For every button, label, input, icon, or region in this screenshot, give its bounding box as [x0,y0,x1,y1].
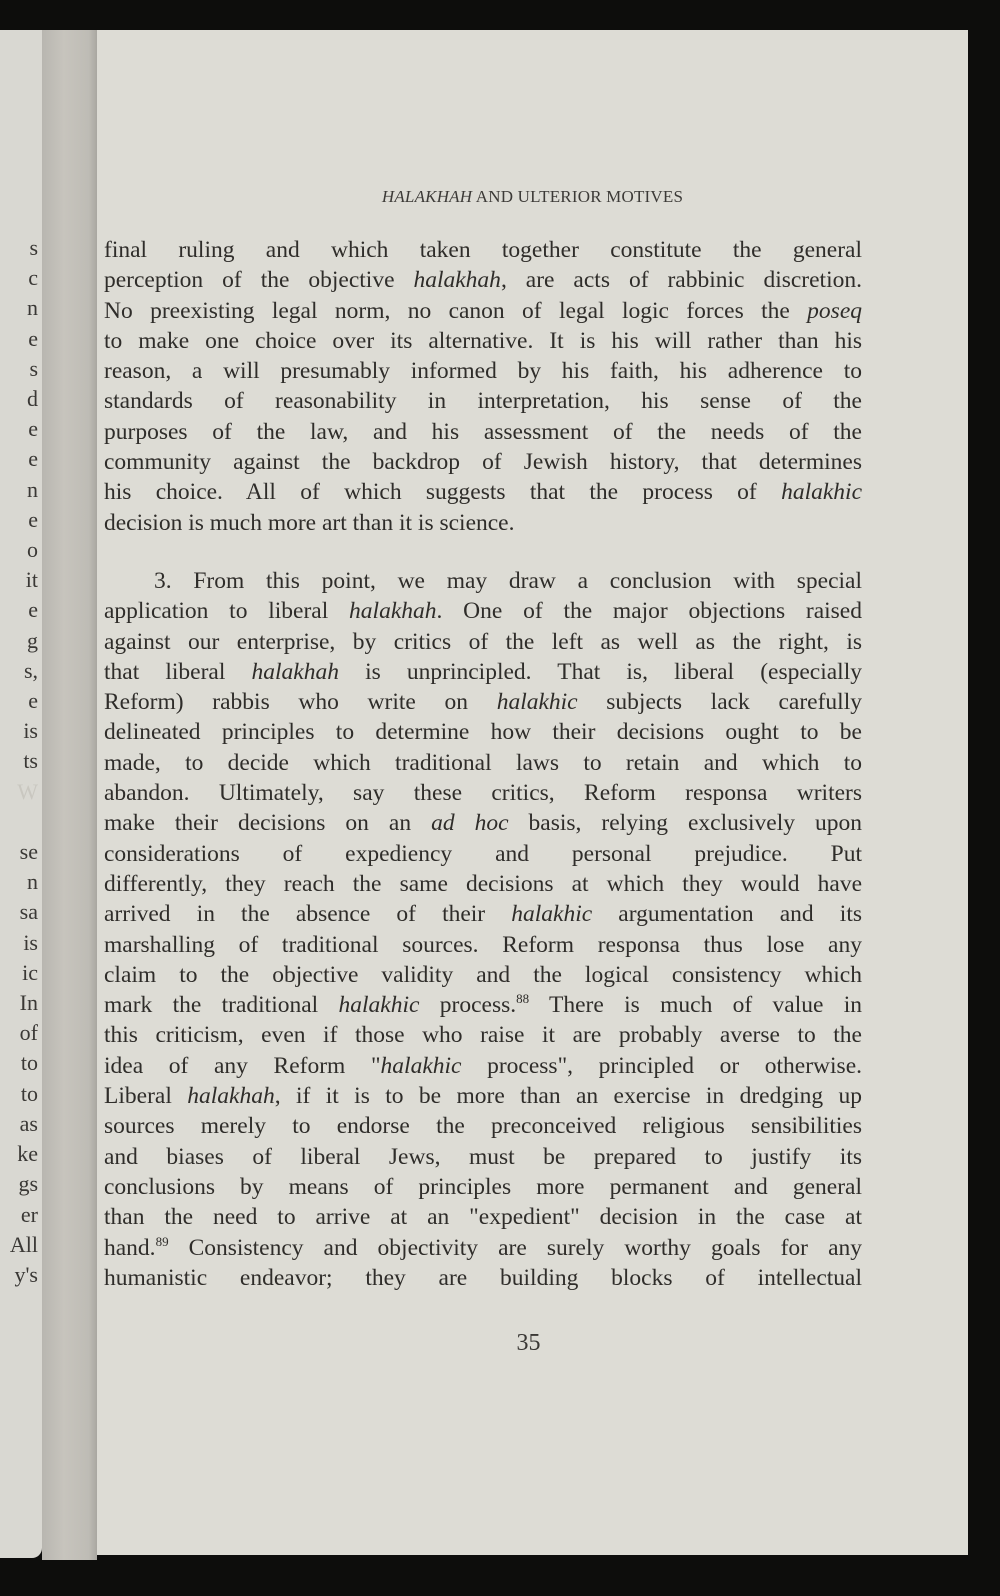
previous-page-line-fragment: se [19,839,38,865]
text-line [104,356,862,386]
text-line [104,899,862,929]
text-run: argumentation and its [592,901,862,928]
text-line [104,1051,862,1081]
text-line [104,596,862,626]
text-line [104,265,862,295]
page-number [97,1330,968,1357]
text-run: than the need to arrive at an "expedient" decision in the case at [104,1204,862,1231]
book-page [97,30,968,1555]
text-line [104,869,862,899]
running-head-italic: HALAKHAH [381,187,473,206]
italic-term: halakhah [413,267,501,294]
text-run: his choice. All of which suggests that the process of [104,479,782,506]
italic-term: halakhic [496,689,578,716]
text-line [104,386,862,416]
text-line [104,657,862,687]
italic-term: halakhic [380,1052,462,1079]
text-run: process. [419,992,517,1019]
text-run: process", principled or otherwise. [461,1052,863,1079]
text-run: community against the backdrop of Jewish history, that determines [104,449,862,476]
previous-page-line-fragment: ic [22,959,38,985]
footnote-reference[interactable]: 89 [155,1233,169,1249]
previous-page-line-fragment: d [27,386,38,412]
previous-page-line-fragment: e [28,688,38,714]
text-run: final ruling and which taken together constitute the general [104,237,862,263]
text-line [104,808,862,838]
previous-page-line-fragment: n [27,869,38,895]
previous-page-line-fragment: sa [19,899,38,925]
text-run: Consistency and objectivity are surely worthy goals for any [168,1234,862,1261]
text-run: 3. From this point, we may draw a conclusion with special [154,567,862,594]
previous-page-line-fragment: to [20,1050,38,1076]
text-line [104,1172,862,1202]
previous-page-line-fragment: ke [17,1141,38,1167]
text-run: and biases of liberal Jews, must be prepared to justify its [104,1143,862,1170]
previous-page-line-fragment: e [28,597,38,623]
text-line [104,960,862,990]
text-line [104,417,862,447]
previous-page-line-fragment: gs [18,1171,38,1197]
previous-page-line-fragment: er [20,1201,38,1227]
text-run: is unprincipled. That is, liberal (especially [338,658,862,685]
text-run: delineated principles to determine how their decisions ought to be [104,719,862,746]
text-run: idea of any Reform " [104,1052,381,1079]
footnote-reference[interactable]: 88 [516,991,530,1007]
text-line [104,447,862,477]
italic-term: halakhic [511,901,593,928]
book-gutter-shadow [42,30,97,1560]
text-run: mark the traditional [104,992,339,1019]
text-run: Liberal [104,1083,188,1110]
text-run: reason, a will presumably informed by his faith, his adherence to [104,358,862,385]
text-run: basis, relying exclusively upon [508,810,862,837]
text-line [104,1111,862,1141]
body-text [104,235,862,1293]
previous-page-line-fragment: s [29,235,38,260]
italic-term: halakhic [781,479,862,506]
text-run: No preexisting legal norm, no canon of legal logic forces the [104,297,808,324]
previous-page-line-fragment: of [19,1020,38,1046]
text-line [104,778,862,808]
previous-page-line-fragment: o [27,537,38,563]
paragraph [104,566,862,1293]
text-line [104,1081,862,1111]
previous-page-line-fragment: In [19,990,38,1016]
text-run: against our enterprise, by critics of the left as well as the right, is [104,628,862,655]
text-run: perception of the objective [104,267,414,294]
italic-term: poseq [807,297,862,324]
previous-page-line-fragment: W [17,778,38,804]
previous-page-line-fragment [10,807,38,837]
previous-page-line-fragment: ts [23,748,38,774]
text-line [104,326,862,356]
text-run: application to liberal [104,598,350,625]
text-run: Reform) rabbis who write on [104,689,497,716]
italic-term: halakhah [349,598,437,625]
previous-page-line-fragment: y's [14,1261,38,1287]
text-line [104,839,862,869]
text-line [104,930,862,960]
text-line [104,1263,862,1293]
previous-page-edge [0,30,42,1558]
text-run: , if it is to be more than an exercise in dredging up [274,1083,862,1110]
text-run: arrived in the absence of their [104,901,512,928]
previous-page-line-fragment: c [28,265,38,291]
text-run: made, to decide which traditional laws to retain and which to [104,749,862,776]
italic-term: ad hoc [431,810,509,837]
text-line [104,296,862,326]
text-run: this criticism, even if those who raise it are probably averse to the [104,1022,862,1049]
text-line [104,717,862,747]
text-run: sources merely to endorse the preconceived religious sensibilities [104,1113,862,1140]
previous-page-line-fragment: s, [23,657,38,683]
text-run: make their decisions on an [104,810,432,837]
paragraph [104,235,862,538]
previous-page-line-fragment: to [20,1080,38,1106]
italic-term: halakhah [251,658,339,685]
running-head-rest: AND ULTERIOR MOTIVES [472,187,684,206]
previous-page-line-fragment: g [27,627,38,653]
text-line [104,990,862,1020]
text-run: decision is much more art than it is science. [104,509,515,536]
text-run: humanistic endeavor; they are building blocks of intellectual [104,1264,862,1291]
text-run: purposes of the law, and his assessment of the needs of the [104,418,862,445]
previous-page-line-endings [10,233,38,1290]
text-run: standards of reasonability in interpretation, his sense of the [104,388,862,415]
text-line [104,566,862,596]
previous-page-line-fragment: e [28,506,38,532]
text-run: abandon. Ultimately, say these critics, Reform responsa writers [104,780,862,807]
previous-page-line-fragment: s [29,355,38,381]
text-run: , are acts of rabbinic discretion. [500,267,862,294]
text-run: to make one choice over its alternative. It is his will rather than his [104,327,862,354]
previous-page-line-fragment: n [27,295,38,321]
previous-page-line-fragment: All [9,1231,38,1257]
text-run: marshalling of traditional sources. Reform responsa thus lose any [104,931,862,958]
text-line [104,748,862,778]
text-line [104,508,862,538]
previous-page-line-fragment: it [25,567,38,593]
text-run: There is much of value in [529,992,863,1019]
italic-term: halakhah [187,1083,275,1110]
previous-page-line-fragment: as [19,1110,38,1136]
page-number-text: 35 [516,1330,541,1356]
text-line [104,1020,862,1050]
text-run: hand. [104,1234,156,1261]
text-line [104,687,862,717]
previous-page-line-fragment: is [23,929,38,955]
previous-page-line-fragment: is [23,718,38,744]
previous-page-line-fragment: e [28,446,38,472]
text-run: subjects lack carefully [577,689,862,716]
previous-page-line-fragment: n [27,476,38,502]
text-run: . One of the major objections raised [436,598,862,625]
previous-page-line-fragment: e [28,325,38,351]
text-line [104,1202,862,1232]
running-head [97,187,968,207]
text-line [104,627,862,657]
text-line [104,1233,862,1263]
text-line [104,1142,862,1172]
text-line [104,477,862,507]
paragraph-gap [104,538,862,566]
text-run: that liberal [104,658,252,685]
text-run: claim to the objective validity and the logical consistency which [104,961,862,988]
previous-page-line-fragment: e [28,416,38,442]
text-run: considerations of expediency and personal prejudice. Put [104,840,862,867]
italic-term: halakhic [338,992,420,1019]
text-run: differently, they reach the same decisions at which they would have [104,870,862,897]
text-run: conclusions by means of principles more permanent and general [104,1173,862,1200]
text-line [104,235,862,265]
